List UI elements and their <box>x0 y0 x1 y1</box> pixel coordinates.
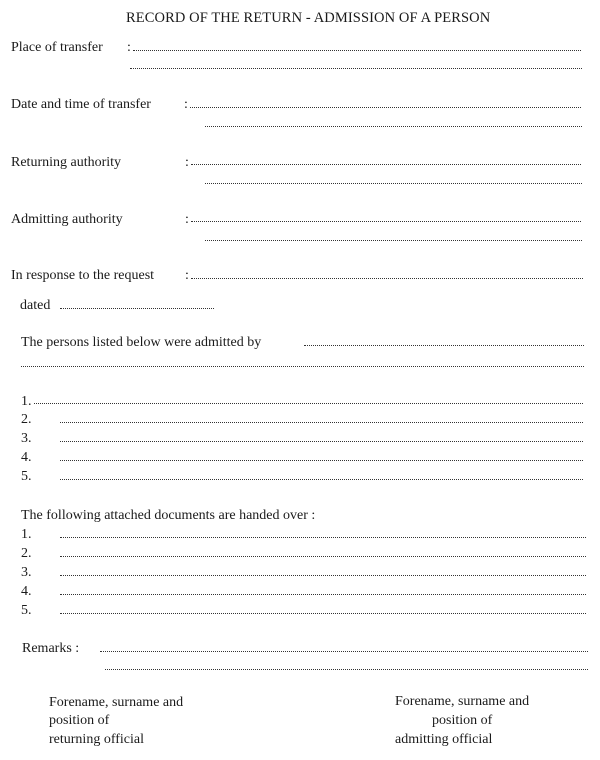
person-line-4[interactable] <box>60 460 583 461</box>
document-line-1[interactable] <box>60 537 586 538</box>
person-line-2[interactable] <box>60 422 583 423</box>
returning-signature-line-3: returning official <box>49 732 144 747</box>
returning-authority-line-2[interactable] <box>205 183 582 184</box>
place-of-transfer-line-2[interactable] <box>130 68 582 69</box>
document-number: 3. <box>21 565 32 580</box>
date-time-colon: : <box>184 97 188 112</box>
request-colon: : <box>185 268 189 283</box>
returning-authority-line-1[interactable] <box>191 164 581 165</box>
document-line-5[interactable] <box>60 613 586 614</box>
admitting-signature-line-1: Forename, surname and <box>395 694 530 709</box>
person-number: 1. <box>21 394 32 409</box>
request-line[interactable] <box>191 278 583 279</box>
document-number: 5. <box>21 603 32 618</box>
document-number: 2. <box>21 546 32 561</box>
date-time-line-2[interactable] <box>205 126 582 127</box>
document-line-3[interactable] <box>60 575 586 576</box>
admitting-authority-line-1[interactable] <box>191 221 581 222</box>
remarks-line-2[interactable] <box>105 669 588 670</box>
document-line-2[interactable] <box>60 556 586 557</box>
admitting-signature-line-3: admitting official <box>395 732 493 747</box>
date-time-label: Date and time of transfer <box>11 97 151 112</box>
admitting-authority-line-2[interactable] <box>205 240 582 241</box>
document-number: 1. <box>21 527 32 542</box>
place-colon: : <box>127 40 131 55</box>
document-number: 4. <box>21 584 32 599</box>
returning-colon: : <box>185 155 189 170</box>
person-number: 4. <box>21 450 32 465</box>
persons-heading-line-2[interactable] <box>21 366 584 367</box>
returning-authority-label: Returning authority <box>11 155 122 170</box>
documents-heading: The following attached documents are handed over : <box>21 508 316 523</box>
person-number: 3. <box>21 431 32 446</box>
date-time-line-1[interactable] <box>190 107 581 108</box>
request-label: In response to the request <box>11 268 155 283</box>
admitting-signature-line-2: position of <box>432 713 493 728</box>
persons-heading: The persons listed below were admitted by <box>21 335 262 350</box>
person-line-3[interactable] <box>60 441 583 442</box>
admitting-authority-label: Admitting authority <box>11 212 123 227</box>
dated-label: dated <box>20 298 51 313</box>
form-title: RECORD OF THE RETURN - ADMISSION OF A PERSON <box>126 10 491 26</box>
returning-signature-line-2: position of <box>49 713 110 728</box>
person-number: 2. <box>21 412 32 427</box>
person-line-5[interactable] <box>60 479 583 480</box>
returning-signature-line-1: Forename, surname and <box>49 695 184 710</box>
place-of-transfer-line-1[interactable] <box>133 50 581 51</box>
person-line-1[interactable] <box>34 403 583 404</box>
admitting-colon: : <box>185 212 189 227</box>
remarks-label: Remarks : <box>22 641 80 656</box>
remarks-line-1[interactable] <box>100 651 588 652</box>
dated-line[interactable] <box>60 308 214 309</box>
place-of-transfer-label: Place of transfer <box>11 40 103 55</box>
person-number: 5. <box>21 469 32 484</box>
document-line-4[interactable] <box>60 594 586 595</box>
persons-heading-line[interactable] <box>304 345 584 346</box>
